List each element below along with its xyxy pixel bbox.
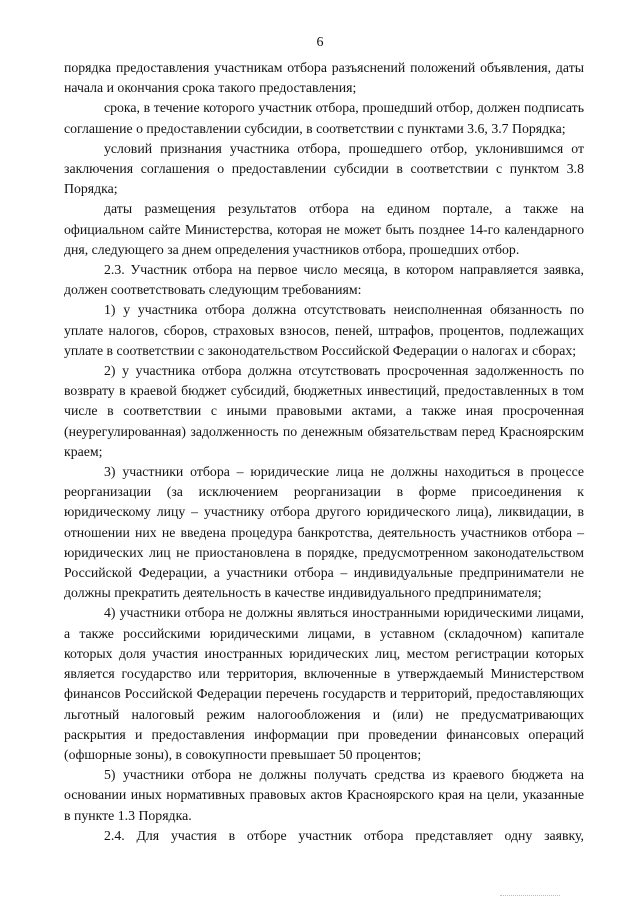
requirement-1-taxes: 1) у участника отбора должна отсутствовать неисполненная обязанность по уплате налогов, сборов, страховых взносов, пеней, штрафов, процентов, подлежащих уплате в соответствии с законодательством Российской Федерации о налогах и сборах; — [64, 302, 584, 358]
paragraph-2-4-application: 2.4. Для участия в отборе участник отбора представляет одну заявку, — [104, 827, 584, 843]
requirement-4-foreign-entities: 4) участники отбора не должны являться иностранными юридическими лицами, а также российскими юридическими лицами, в уставном (складочном) капитале которых доля участия иностранных юридических лиц, местом регистрации которых является государство или территория, включенные в утверждаемый Министерством финансов Российской Федерации перечень государств и территорий, предоставляющих льготный налоговый режим налогообложения и (или) не предусматривающих раскрытия и предоставления информации при проведении финансовых операций (офшорные зоны), в совокупности превышает 50 процентов; — [64, 605, 584, 762]
paragraph-results-publication-date: даты размещения результатов отбора на едином портале, а также на официальном сайте Министерства, которая не может быть позднее 14-го календарного дня, следующего за днем определения участников отбора, прошедших отбор. — [64, 201, 584, 257]
paragraph-agreement-signing-term: срока, в течение которого участник отбора, прошедший отбор, должен подписать соглашение о предоставлении субсидии, в соответствии с пунктами 3.6, 3.7 Порядка; — [64, 100, 584, 136]
page-number: 6 — [316, 35, 324, 50]
requirement-3-reorganization: 3) участники отбора – юридические лица не должны находиться в процессе реорганизации (за исключением реорганизации в форме присоединения к юридическому лицу – участнику отбора другого юридического лица), ликвидации, в отношении них не введена процедура банкротства, деятельность участников отбора – юридических лиц не приостановлена в порядке, предусмотренном законодательством Российской Федерации, а участники отбора – индивидуальные предприниматели не должны прекратить деятельность в качестве индивидуального предпринимателя; — [64, 464, 584, 601]
requirement-5-budget-funds: 5) участники отбора не должны получать средства из краевого бюджета на основании иных нормативных правовых актов Красноярского края на цели, указанные в пункте 1.3 Порядка. — [64, 767, 584, 823]
paragraph-evasion-conditions: условий признания участника отбора, прошедшего отбор, уклонившимся от заключения соглашения о предоставлении субсидии в соответствии с пунктом 3.8 Порядка; — [64, 140, 584, 197]
document-body — [64, 58, 584, 846]
paragraph-procedure-clarifications: порядка предоставления участникам отбора разъяснений положений объявления, даты начала и окончания срока такого предоставления; — [64, 60, 584, 96]
requirement-2-overdue-debt: 2) у участника отбора должна отсутствовать просроченная задолженность по возврату в краевой бюджет субсидий, бюджетных инвестиций, предоставленных в том числе в соответствии с иными правовыми актами, а также иная просроченная (неурегулированная) задолженность по денежным обязательствам перед Красноярским краем; — [64, 363, 584, 459]
bottom-divider — [500, 895, 560, 896]
paragraph-2-3-requirements: 2.3. Участник отбора на первое число месяца, в котором направляется заявка, должен соответствовать следующим требованиям: — [64, 262, 584, 298]
